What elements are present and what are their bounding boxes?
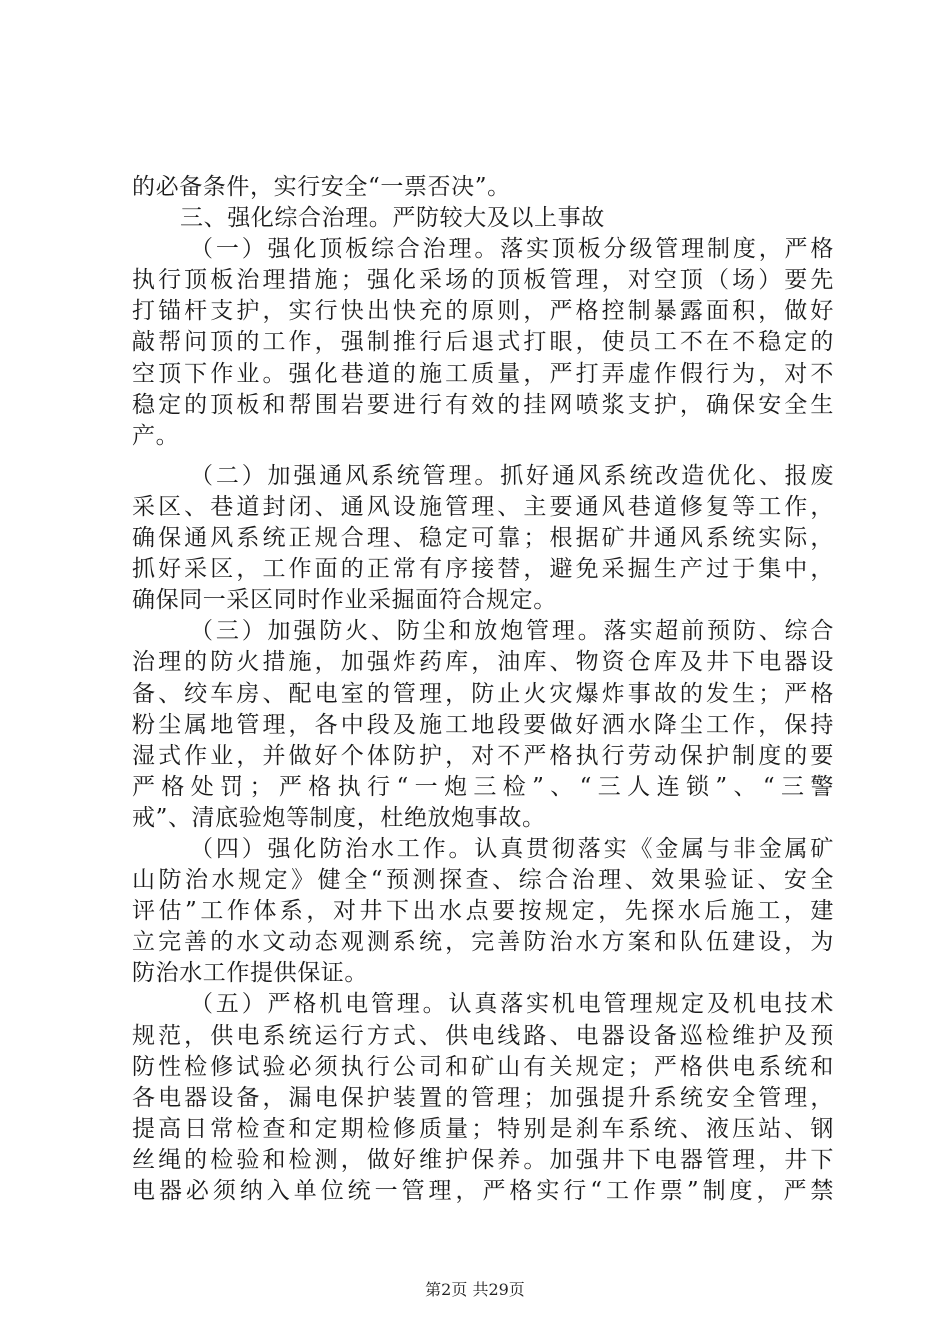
text-line: 山防治水规定》健全“预测探查、综合治理、效果验证、安全 (132, 867, 834, 894)
text-line: 确保通风系统正规合理、稳定可靠；根据矿井通风系统实际， (132, 525, 834, 552)
paragraph-ventilation (132, 461, 834, 616)
text-line: （一）强化顶板综合治理。落实顶板分级管理制度，严格 (190, 236, 834, 263)
text-line: 电器必须纳入单位统一管理，严格实行“工作票”制度，严禁 (132, 1178, 834, 1204)
text-line: 各电器设备，漏电保护装置的管理；加强提升系统安全管理， (132, 1084, 834, 1111)
paragraph-electromechanical (132, 989, 834, 1207)
text-line: 湿式作业，并做好个体防护，对不严格执行劳动保护制度的要 (132, 742, 834, 769)
paragraph-water-control (132, 834, 834, 989)
text-line: 立完善的水文动态观测系统，完善防治水方案和队伍建设，为 (132, 929, 834, 956)
text-line: 空顶下作业。强化巷道的施工质量，严打弄虚作假行为，对不 (132, 360, 834, 387)
text-line: 治理的防火措施，加强炸药库，油库、物资仓库及井下电器设 (132, 649, 834, 676)
text-line: 丝绳的检验和检测，做好维护保养。加强井下电器管理，井下 (132, 1146, 834, 1173)
paragraph-roof-control (132, 234, 834, 452)
text-line: 戒”、清底验炮等制度，杜绝放炮事故。 (132, 804, 546, 831)
text-line: 敲帮问顶的工作，强制推行后退式打眼，使员工不在不稳定的 (132, 329, 834, 356)
text-line: 稳定的顶板和帮围岩要进行有效的挂网喷浆支护，确保安全生 (132, 391, 834, 418)
text-line: 确保同一采区同时作业采掘面符合规定。 (132, 587, 557, 614)
text-line: 打锚杆支护，实行快出快充的原则，严格控制暴露面积，做好 (132, 298, 834, 325)
text-line: （五）严格机电管理。认真落实机电管理规定及机电技术 (190, 991, 834, 1018)
text-line: 采区、巷道封闭、通风设施管理、主要通风巷道修复等工作， (132, 493, 834, 520)
page-number-footer: 第2页 共29页 (425, 1280, 525, 1299)
document-body (132, 172, 834, 1207)
paragraph-fire-dust-blasting (132, 616, 834, 834)
text-line: 粉尘属地管理，各中段及施工地段要做好洒水降尘工作，保持 (132, 711, 834, 738)
text-line: （二）加强通风系统管理。抓好通风系统改造优化、报废 (190, 462, 834, 489)
text-line: 备、绞车房、配电室的管理，防止火灾爆炸事故的发生；严格 (132, 680, 834, 707)
text-line: 规范，供电系统运行方式、供电线路、电器设备巡检维护及预 (132, 1022, 834, 1049)
text-line: （三）加强防火、防尘和放炮管理。落实超前预防、综合 (190, 618, 834, 645)
text-line: 产。 (132, 422, 180, 449)
text-line: 防治水工作提供保证。 (132, 960, 368, 987)
text-line: 评估”工作体系，对井下出水点要按规定，先探水后施工，建 (132, 898, 834, 925)
text-line: （四）强化防治水工作。认真贯彻落实《金属与非金属矿 (190, 835, 834, 862)
text-line: 抓好采区，工作面的正常有序接替，避免采掘生产过于集中， (132, 556, 834, 583)
text-line: 防性检修试验必须执行公司和矿山有关规定；严格供电系统和 (132, 1053, 834, 1080)
section-heading: 三、强化综合治理。严防较大及以上事故 (180, 205, 605, 232)
text-line: 的必备条件，实行安全“一票否决”。 (132, 174, 511, 200)
text-line: 提高日常检查和定期检修质量；特别是刹车系统、液压站、钢 (132, 1115, 834, 1142)
text-line: 执行顶板治理措施；强化采场的顶板管理，对空顶（场）要先 (132, 267, 834, 294)
text-line: 严格处罚；严格执行“一炮三检”、“三人连锁”、“三警 (132, 773, 834, 800)
